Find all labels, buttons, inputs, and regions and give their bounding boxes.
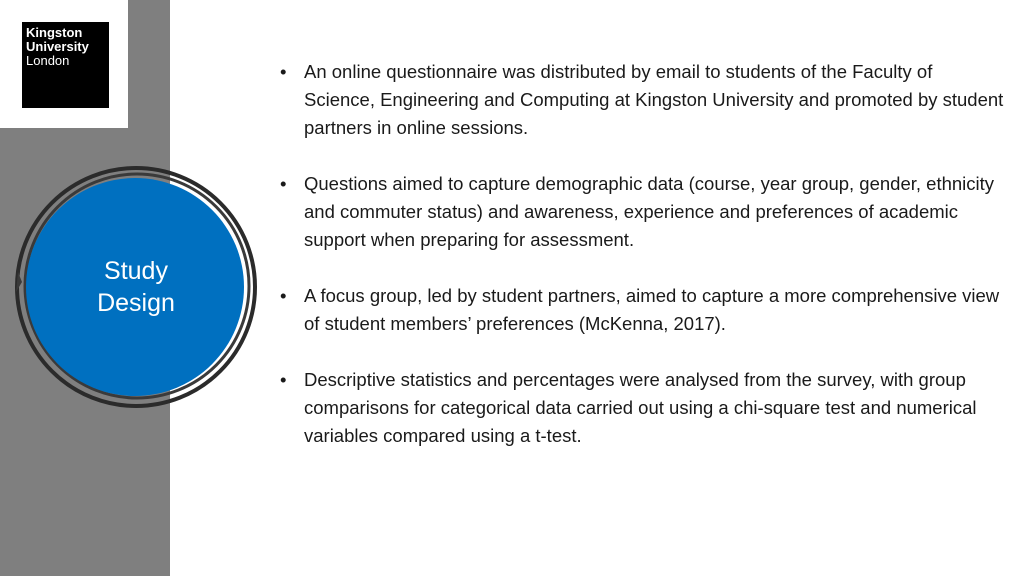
bullet-icon: • [280,61,287,82]
bullet-text: Questions aimed to capture demographic data (course, year group, gender, ethnicity and commuter status) and awareness, experience and preferences of academic support when preparing for assessment. [304,173,995,250]
logo-line-3: London [26,53,70,68]
bullet-text: An online questionnaire was distributed by email to students of the Faculty of Science, Engineering and Computing at Kingston University and promoted by student partners in online sessions. [304,61,1004,138]
bullet-list [278,58,1008,478]
bullet-icon: • [280,173,287,194]
bullet-text: Descriptive statistics and percentages were analysed from the survey, with group comparisons for categorical data carried out using a chi-square test and numerical variables compared using a t-test. [304,369,977,446]
bullet-item [278,282,1008,338]
section-title-line-2: Design [97,289,175,317]
logo-container [0,0,128,128]
bullet-item [278,58,1008,142]
section-title-line-1: Study [104,257,168,285]
bullet-item [278,366,1008,450]
bullet-icon: • [280,285,287,306]
section-title [62,255,210,319]
kingston-university-logo [22,22,109,108]
bullet-icon: • [280,369,287,390]
bullet-text: A focus group, led by student partners, aimed to capture a more comprehensive view of student members’ preferences (McKenna, 2017). [304,285,1000,334]
bullet-item [278,170,1008,254]
logo-line-2: University [26,39,89,54]
logo-line-1: Kingston [26,25,83,40]
